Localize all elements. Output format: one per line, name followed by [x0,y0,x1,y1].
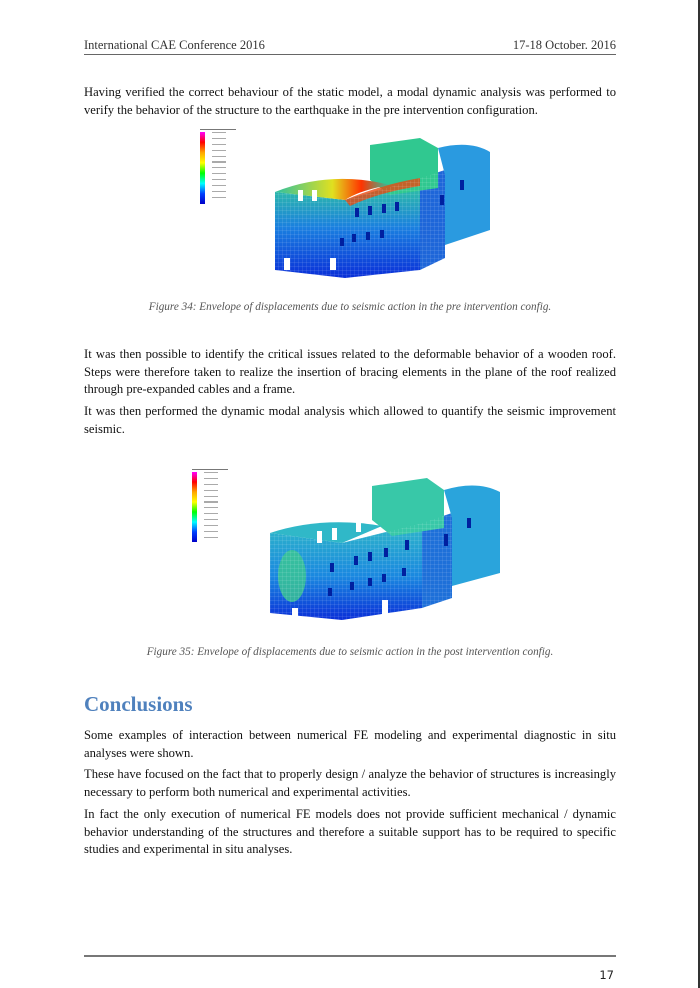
section-heading: Conclusions [84,692,193,716]
color-legend [200,126,236,204]
color-legend [192,466,228,543]
fe-model-post-intervention [262,468,512,626]
running-header [84,38,616,55]
paragraph: It was then performed the dynamic modal analysis which allowed to quantify the seismic improvement seismic. [84,404,616,436]
paragraph: Having verified the correct behaviour of the static model, a modal dynamic analysis was performed to verify the behavior of the structure to the earthquake in the pre intervention configuration. [84,85,616,117]
paragraph: In fact the only execution of numerical FE models does not provide sufficient mechanical / dynamic behavior understanding of the structures and therefore a suitable support has to be required to specific studies and experimental in situ analyses. [84,807,616,856]
fe-model-pre-intervention [270,130,500,280]
legend-gradient [192,472,197,542]
paragraph: Some examples of interaction between numerical FE modeling and experimental diagnostic in situ analyses were shown. [84,728,616,760]
footer-rule [84,955,616,957]
legend-gradient [200,132,205,204]
figure-caption: Figure 34: Envelope of displacements due to seismic action in the pre intervention config. [148,301,552,313]
figure-caption: Figure 35: Envelope of displacements due to seismic action in the post intervention config. [146,646,554,658]
paragraph: These have focused on the fact that to properly design / analyze the behavior of structures is increasingly necessary to perform both numerical and experimental activities. [84,767,616,799]
page-number: 17 [599,968,614,982]
header-conference: International CAE Conference 2016 [84,38,265,52]
paragraph: It was then possible to identify the critical issues related to the deformable behavior of a wooden roof. Steps were therefore taken to realize the insertion of bracing elements in the plane of the roof realized through pre-expanded cables and a frame. [84,347,616,396]
header-date: 17-18 October. 2016 [512,38,616,52]
